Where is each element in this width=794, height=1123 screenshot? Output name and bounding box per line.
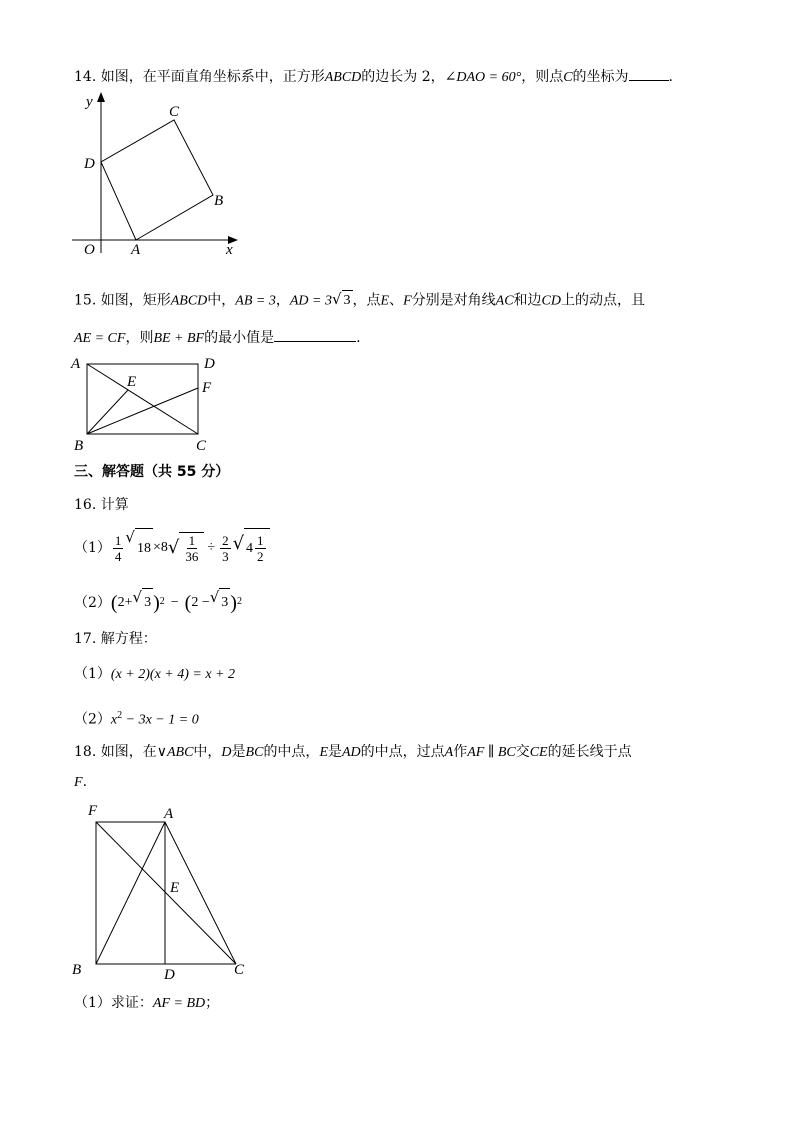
label-a: A	[131, 242, 141, 258]
segment-bf	[87, 388, 198, 434]
label-o: O	[84, 242, 95, 258]
q14-figure	[64, 88, 254, 260]
q18-statement-line2: F.	[74, 774, 88, 790]
segment-ab	[96, 822, 165, 964]
q18-statement-line1: 18. 如图，在∨ABC中，D是BC的中点，E是AD的中点，过点A作AF ∥ BC交CE的延长线于点	[74, 744, 632, 760]
square-abcd	[101, 120, 213, 240]
q17-part1: （1）(x + 2)(x + 4) = x + 2	[74, 666, 236, 682]
label-e: E	[127, 374, 137, 390]
q15-statement-line2: AE = CF，则BE + BF的最小值是 .	[74, 327, 361, 349]
label-d: D	[164, 967, 175, 983]
label-b: B	[72, 962, 82, 978]
y-axis-arrow	[97, 92, 105, 102]
q14-number: 14.	[74, 69, 97, 85]
q17-title: 17. 解方程：	[74, 631, 157, 647]
label-c: C	[196, 438, 207, 454]
label-a: A	[71, 356, 81, 372]
label-c: C	[169, 104, 180, 120]
q15-statement-line1: 15. 如图，矩形ABCD中，AB = 3，AD = 3 √ 3 ，点E、F分别是对角线AC和边CD上的动点，且	[74, 290, 645, 312]
label-f: F	[88, 803, 98, 819]
diagonal-ac	[87, 364, 198, 434]
label-a: A	[164, 806, 174, 822]
label-b: B	[214, 193, 224, 209]
q16-part2: （2） ( 2+ √ 3 ) 2 − ( 2 − √ 3 ) 2	[74, 588, 242, 617]
label-y: y	[86, 94, 93, 110]
q16-title: 16. 计算	[74, 497, 129, 513]
answer-blank[interactable]	[274, 327, 356, 342]
label-f: F	[202, 380, 212, 396]
segment-fc	[96, 822, 236, 964]
label-c: C	[234, 962, 245, 978]
label-d: D	[84, 156, 95, 172]
q18-figure	[64, 798, 264, 988]
segment-be	[87, 390, 128, 434]
q17-part2: $(2)x^2 - 3x - 1 = 0$	[74, 710, 199, 728]
label-d: D	[204, 356, 215, 372]
answer-blank[interactable]	[629, 66, 669, 81]
q16-part1: （1） $\frac{1}{4}$ √ 18 ×8 √ $\frac{1}{36}$ ÷ $\frac{2}{3}$ √ 4 $\frac{1}{2}$	[74, 528, 270, 568]
section-title: 三、解答题（共 55 分）	[74, 464, 230, 480]
label-x: x	[226, 242, 233, 258]
q14-statement: 14. 如图，在平面直角坐标系中，正方形ABCD的边长为 2，∠DAO = 60°，则点C的坐标为 .	[74, 66, 673, 88]
q18-part1: （1）求证：AF = BD；	[74, 995, 220, 1011]
label-e: E	[170, 880, 180, 896]
q15-figure	[64, 350, 234, 454]
label-b: B	[74, 438, 84, 454]
